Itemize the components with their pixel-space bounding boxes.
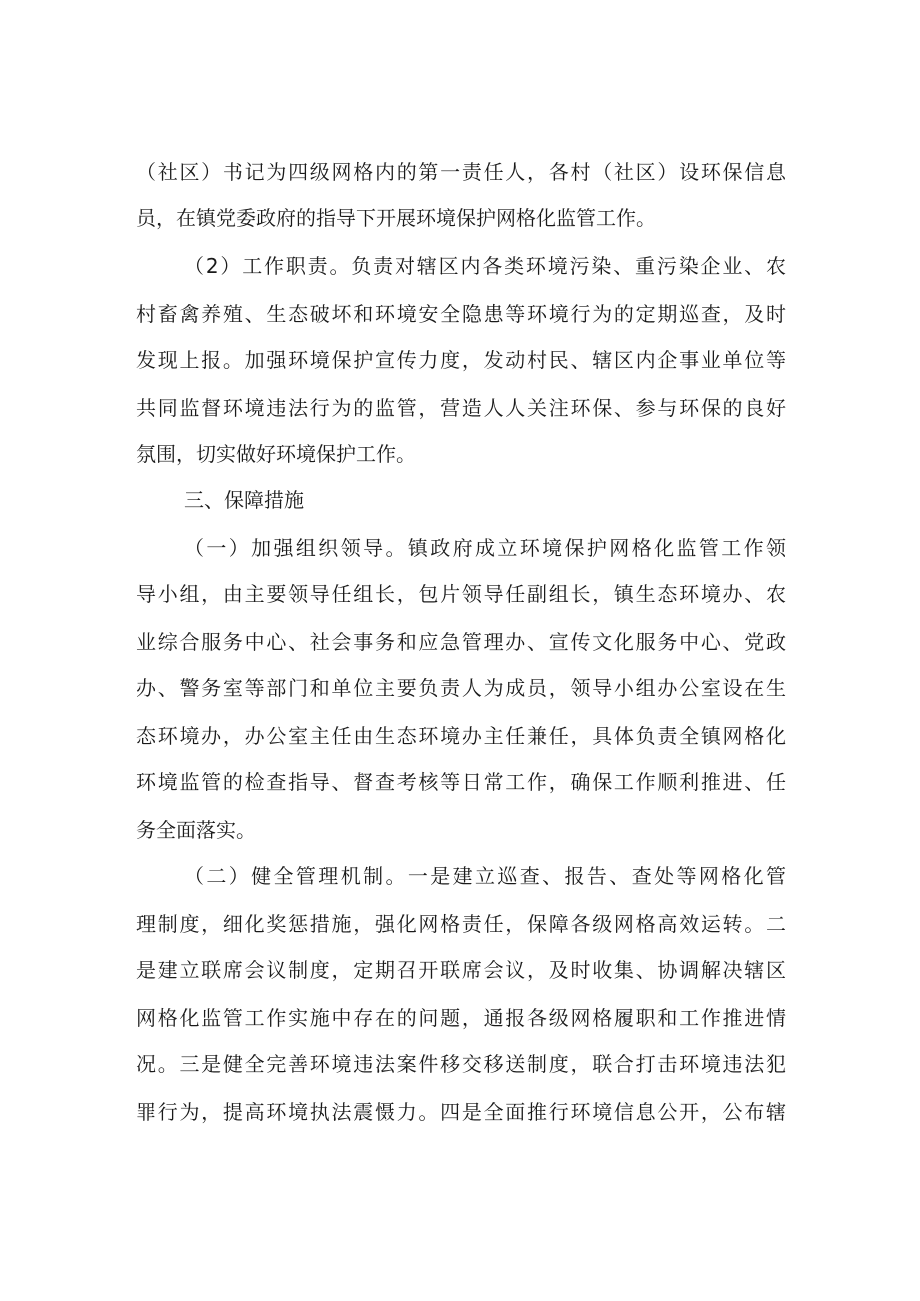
text-line: 发现上报。加强环境保护宣传力度，发动村民、辖区内企事业单位等: [136, 348, 786, 372]
text-line: 氛围，切实做好环境保护工作。: [136, 442, 416, 466]
text-line: 村畜禽养殖、生态破坏和环境安全隐患等环境行为的定期巡查，及时: [136, 302, 786, 326]
text-line: 罪行为，提高环境执法震慑力。四是全面推行环境信息公开，公布辖: [136, 1100, 786, 1124]
text-line: 办、警务室等部门和单位主要负责人为成员，领导小组办公室设在生: [136, 676, 786, 700]
text-line: 环境监管的检查指导、督查考核等日常工作，确保工作顺利推进、任: [136, 770, 786, 794]
text-line: 是建立联席会议制度，定期召开联席会议，及时收集、协调解决辖区: [136, 958, 786, 982]
text-line: 况。三是健全完善环境违法案件移交移送制度，联合打击环境违法犯: [136, 1052, 786, 1076]
text-line: 导小组，由主要领导任组长，包片领导任副组长，镇生态环境办、农: [136, 582, 786, 606]
text-line: 网格化监管工作实施中存在的问题，通报各级网格履职和工作推进情: [136, 1006, 786, 1030]
text-line: 共同监督环境违法行为的监管，营造人人关注环保、参与环保的良好: [136, 396, 786, 420]
text-line: 理制度，细化奖惩措施，强化网格责任，保障各级网格高效运转。二: [136, 912, 786, 936]
text-line: 务全面落实。: [136, 818, 256, 842]
text-line: （2）工作职责。负责对辖区内各类环境污染、重污染企业、农: [184, 254, 786, 278]
text-line: 业综合服务中心、社会事务和应急管理办、宣传文化服务中心、党政: [136, 630, 786, 654]
section-heading: 三、保障措施: [184, 488, 304, 512]
text-line: （二）健全管理机制。一是建立巡查、报告、查处等网格化管: [184, 864, 786, 888]
text-line: 员，在镇党委政府的指导下开展环境保护网格化监管工作。: [136, 206, 656, 230]
text-line: （一）加强组织领导。镇政府成立环境保护网格化监管工作领: [184, 536, 786, 560]
text-line: （社区）书记为四级网格内的第一责任人，各村（社区）设环保信息: [136, 160, 786, 184]
text-line: 态环境办，办公室主任由生态环境办主任兼任，具体负责全镇网格化: [136, 724, 786, 748]
